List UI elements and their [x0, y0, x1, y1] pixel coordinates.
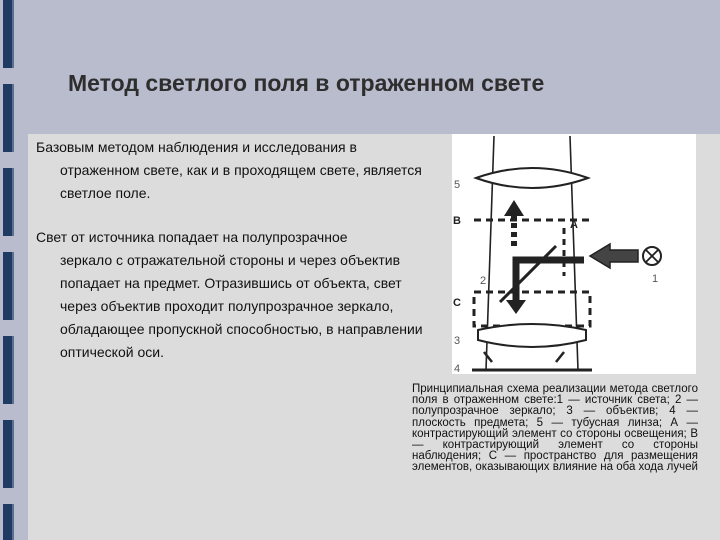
- bar-segment: [3, 504, 14, 540]
- paragraph-line: зеркало с отражательной стороны и через объектив попадает на предмет. Отразившись от объекта, свет через объектив проходит полупрозрачное зеркало, обладающее пропускной способностью, в направлении оптической оси.: [60, 252, 423, 360]
- bar-segment: [3, 252, 14, 320]
- slide-title: Метод светлого поля в отраженном свете: [68, 70, 545, 96]
- objective-lens: [478, 324, 586, 347]
- optical-scheme-figure: [452, 134, 696, 374]
- label-c: C: [453, 297, 461, 309]
- label-a: A: [570, 219, 578, 231]
- object-ray-arrow: [556, 352, 564, 362]
- label-two: 2: [480, 275, 487, 287]
- paragraph-light-path: [36, 226, 438, 364]
- bar-segment: [3, 168, 14, 236]
- object-ray-arrow: [484, 352, 492, 362]
- label-one: 1: [652, 273, 659, 285]
- paragraph-line: Базовым методом наблюдения и исследования в: [36, 139, 357, 155]
- label-three: 3: [454, 335, 461, 347]
- illumination-arrow-head: [506, 300, 526, 314]
- label-five: 5: [454, 179, 461, 191]
- paragraph-brightfield-intro: [36, 136, 426, 205]
- paragraph-line: отраженном свете, как и в проходящем свете, является светлое поле.: [60, 162, 422, 201]
- reflected-light-arrow-head: [504, 200, 524, 216]
- figure-caption: Принципиальная схема реализации метода светлого поля в отраженном свете:1 — источник света; 2 — полупрозрачное зеркало; 3 — объектив; 4 — плоскость предмета; 5 — тубусная линза; А — контрастирующий элемент со стороны освещения; В — контрастирующий элемент со стороны наблюдения; С — пространство для размещения элементов, оказывающих влияние на оба хода лучей: [412, 383, 698, 474]
- bar-segment: [3, 420, 14, 488]
- bar-segment: [3, 84, 14, 152]
- label-four: 4: [454, 363, 461, 374]
- paragraph-line: Свет от источника попадает на полупрозрачное: [36, 229, 348, 245]
- optical-scheme-diagram: [452, 134, 696, 374]
- slide: [28, 0, 720, 540]
- space-c-box: [474, 292, 590, 326]
- label-b: B: [453, 215, 461, 227]
- bar-segment: [3, 336, 14, 404]
- bar-segment: [3, 0, 14, 68]
- left-decorative-bar: [0, 0, 18, 540]
- content-panel: [28, 134, 720, 540]
- incoming-light-arrow: [590, 244, 638, 268]
- semi-transparent-mirror: [500, 246, 556, 302]
